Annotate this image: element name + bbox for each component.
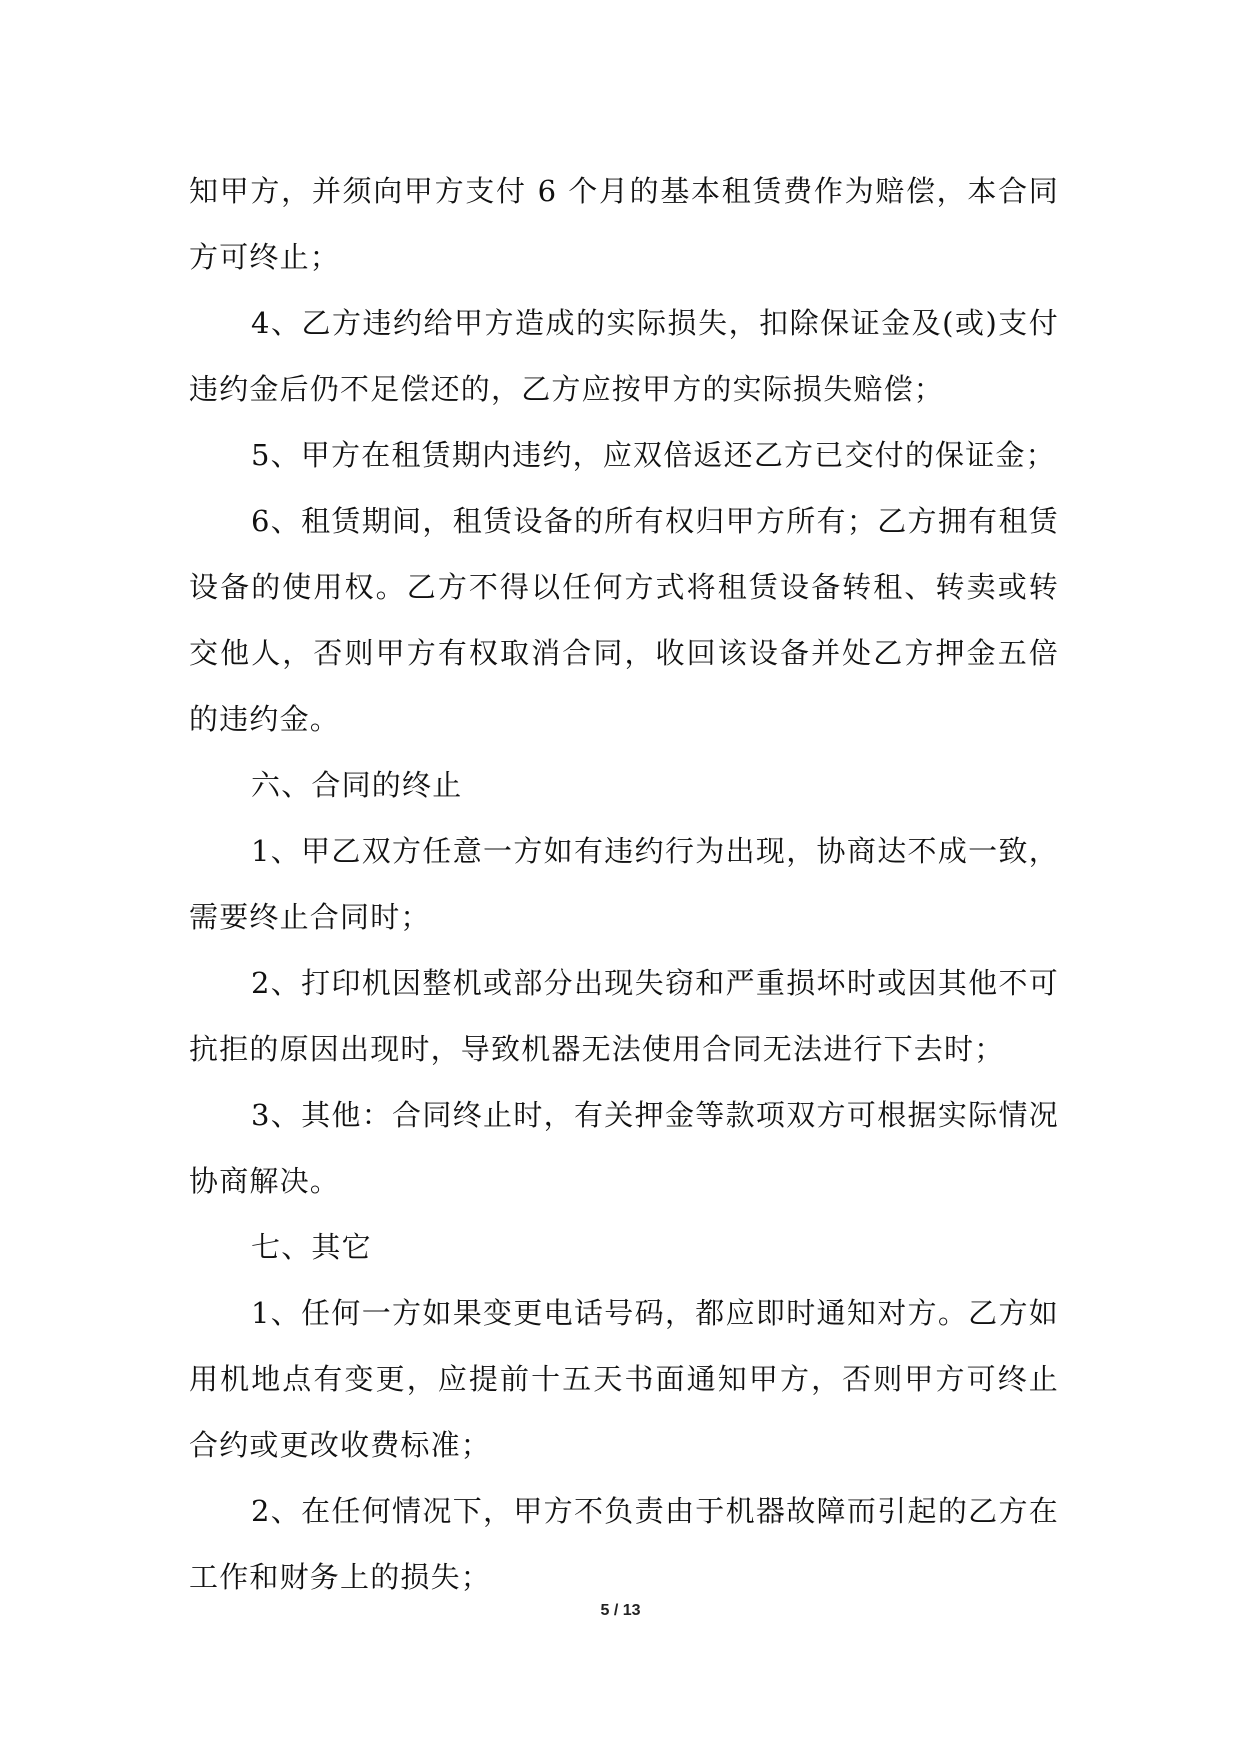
document-body bbox=[189, 158, 1059, 1610]
paragraph-clause-5: 5、甲方在租赁期内违约，应双倍返还乙方已交付的保证金； bbox=[251, 438, 1056, 472]
section-heading-termination: 六、合同的终止 bbox=[251, 768, 463, 802]
paragraph-termination-1: 1、甲乙双方任意一方如有违约行为出现，协商达不成一致，需要终止合同时； bbox=[189, 834, 1059, 934]
paragraph-clause-6: 6、租赁期间，租赁设备的所有权归甲方所有；乙方拥有租赁设备的使用权。乙方不得以任何方式将租赁设备转租、转卖或转交他人，否则甲方有权取消合同，收回该设备并处乙方押金五倍的违约金。 bbox=[189, 504, 1059, 736]
paragraph-clause-4: 4、乙方违约给甲方造成的实际损失，扣除保证金及(或)支付违约金后仍不足偿还的，乙方应按甲方的实际损失赔偿； bbox=[189, 306, 1059, 406]
paragraph-other-2: 2、在任何情况下，甲方不负责由于机器故障而引起的乙方在工作和财务上的损失； bbox=[189, 1494, 1059, 1594]
paragraph-termination-3: 3、其他：合同终止时，有关押金等款项双方可根据实际情况协商解决。 bbox=[189, 1098, 1059, 1198]
page-number: 5 / 13 bbox=[600, 1602, 641, 1619]
paragraph-continuation: 知甲方，并须向甲方支付 6 个月的基本租赁费作为赔偿，本合同方可终止； bbox=[189, 174, 1059, 274]
section-heading-other: 七、其它 bbox=[251, 1230, 372, 1264]
paragraph-termination-2: 2、打印机因整机或部分出现失窃和严重损坏时或因其他不可抗拒的原因出现时，导致机器无法使用合同无法进行下去时； bbox=[189, 966, 1059, 1066]
paragraph-other-1: 1、任何一方如果变更电话号码，都应即时通知对方。乙方如用机地点有变更，应提前十五天书面通知甲方，否则甲方可终止合约或更改收费标准； bbox=[189, 1296, 1059, 1462]
